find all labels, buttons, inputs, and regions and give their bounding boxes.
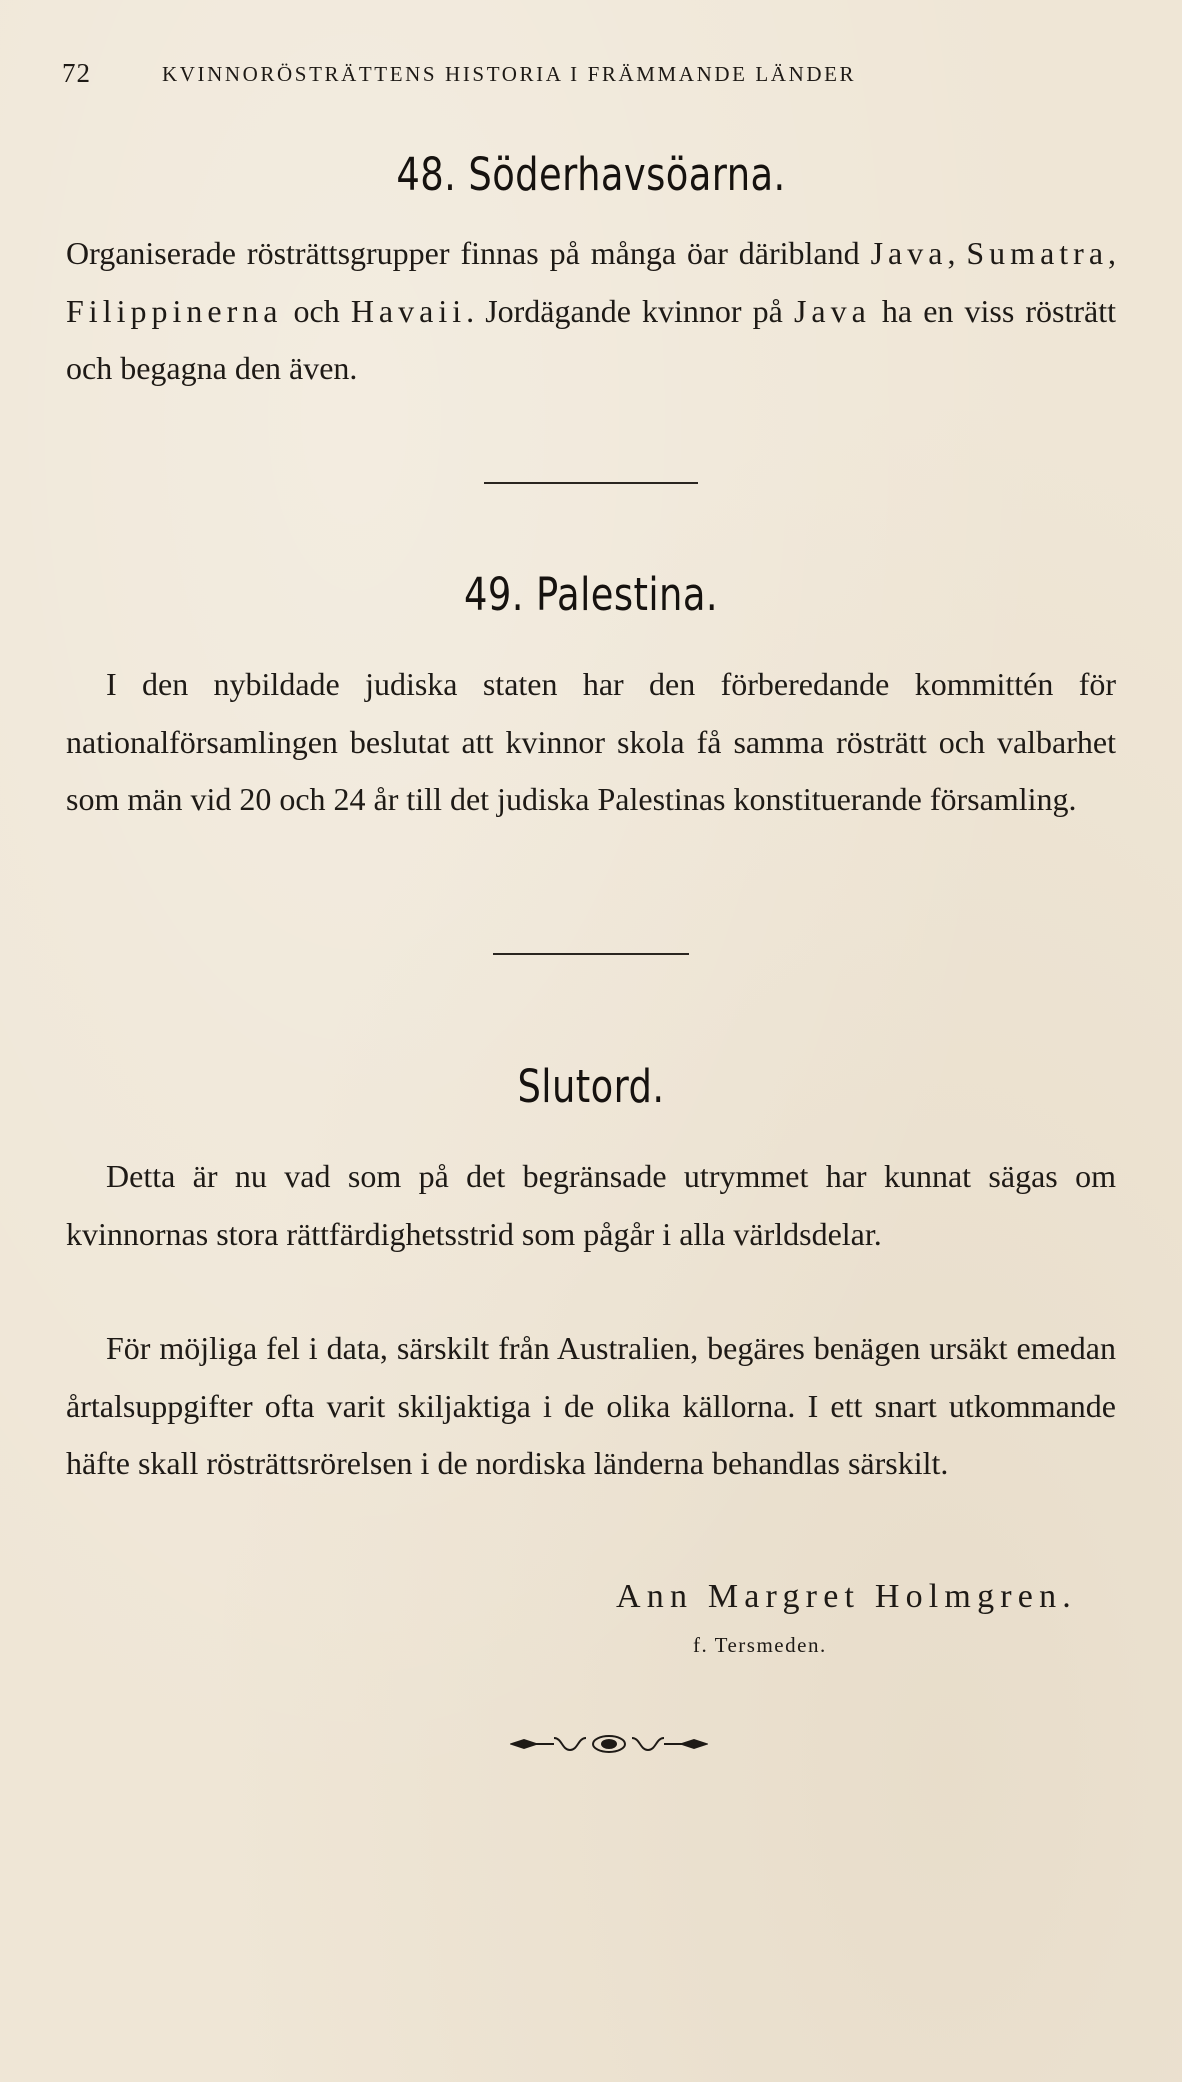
- page-header: [62, 58, 1120, 98]
- spaced-place-name: Havaii: [350, 292, 467, 329]
- spaced-place-name: Java: [793, 292, 871, 329]
- section-heading-soderhavsoarna: 48. Söderhavsöarna.: [396, 148, 786, 201]
- running-head: KVINNORÖSTRÄTTENS HISTORIA I FRÄMMANDE LÄNDER: [162, 62, 857, 86]
- end-ornament-icon: [510, 1733, 708, 1755]
- author-signature: Ann Margret Holmgren.: [615, 1578, 1077, 1615]
- text-run: . Jordägande kvinnor på: [466, 292, 794, 329]
- paragraph-palestina: [66, 656, 1116, 829]
- paragraph-slutord-2: [66, 1320, 1116, 1493]
- text-run: ha en viss rösträtt och begagna den även.: [66, 292, 1117, 386]
- spaced-place-name: Filippinerna: [66, 292, 283, 329]
- paragraph-text: I den nybildade judiska staten har den förberedande kommittén för nationalförsamlingen beslutat att kvinnor skola få samma rösträtt och valbarhet som män vid 20 och 24 år till det judiska Palestinas konstituerande församling.: [66, 666, 1116, 817]
- text-run: ,: [1108, 235, 1117, 271]
- paragraph-text: Detta är nu vad som på det begränsade utrymmet har kunnat sägas om kvinnornas stora rättfärdighetsstrid som pågår i alla världsdelar.: [66, 1158, 1116, 1252]
- paragraph-slutord-1: [66, 1148, 1116, 1263]
- author-maiden-name: f. Tersmeden.: [693, 1633, 827, 1657]
- text-run: och: [282, 292, 351, 329]
- page-number: 72: [62, 58, 91, 88]
- section-divider: [484, 482, 698, 484]
- section-heading-palestina: 49. Palestina.: [464, 568, 718, 621]
- section-divider: [493, 953, 689, 955]
- spaced-place-name: Java: [870, 235, 948, 271]
- section-heading-slutord: Slutord.: [517, 1060, 665, 1113]
- text-run: Organiserade rösträttsgrupper finnas på många öar däribland: [66, 235, 871, 271]
- text-run: ,: [947, 235, 967, 271]
- paragraph-text: För möjliga fel i data, särskilt från Australien, begäres benägen ursäkt emedan årtalsuppgifter ofta varit skiljaktiga i de olika källorna. I ett snart utkommande häfte skall rösträttsrörelsen i de nordiska länderna behandlas särskilt.: [66, 1330, 1116, 1481]
- spaced-place-name: Sumatra: [966, 235, 1109, 271]
- paragraph-soderhavsoarna: [66, 225, 1116, 398]
